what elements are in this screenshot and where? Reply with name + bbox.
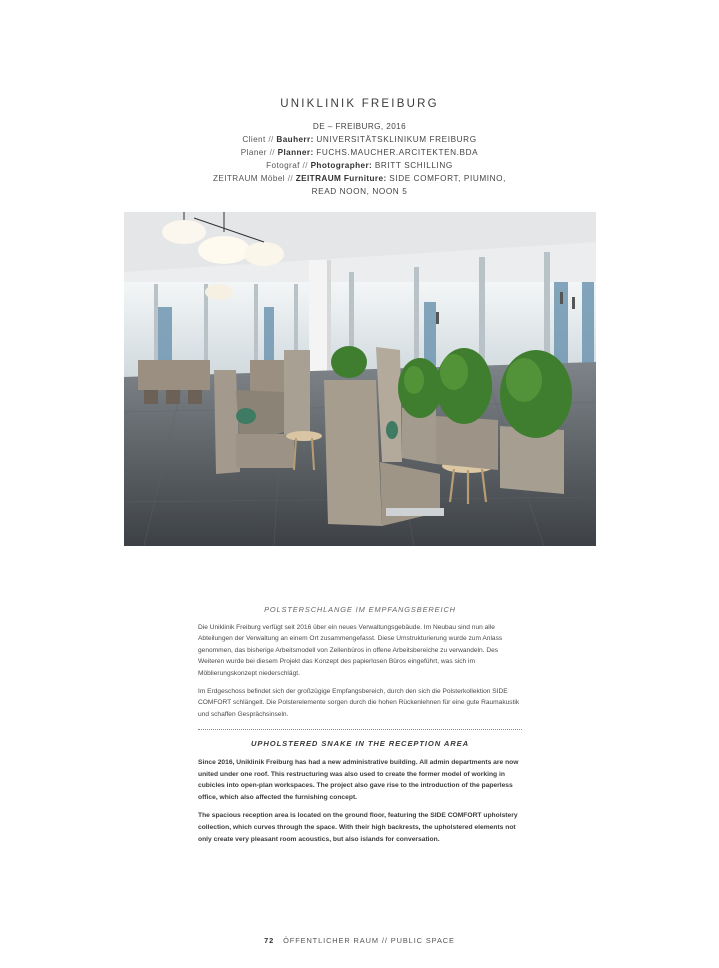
meta-separator: // <box>287 174 294 183</box>
footer-label-de: ÖFFENTLICHER RAUM <box>283 936 379 945</box>
page-number: 72 <box>264 936 275 945</box>
meta-separator: // <box>268 135 274 144</box>
paragraph-de-2: Im Erdgeschoss befindet sich der großzügige Empfangsbereich, durch den sich die Polsterkollektion SIDE COMFORT schlängelt. Die Polsterelemente sorgen durch die hohen Rückenlehnen für eine gute Raumakustik und schaffen Gesprächsinseln. <box>198 688 520 718</box>
meta-value: BRITT SCHILLING <box>374 161 453 170</box>
meta-row-planner <box>0 146 719 159</box>
meta-value: FUCHS.MAUCHER.ARCITEKTEN.BDA <box>316 148 479 157</box>
meta-separator: // <box>269 148 275 157</box>
dotted-divider <box>198 729 522 730</box>
reception-area-photo <box>124 212 596 546</box>
paragraph-en-2: The spacious reception area is located on the ground floor, featuring the SIDE COMFORT upholstery collection, which curves through the space. With their high backrests, the upholstered elements not only create very pleasant room acoustics, but also islands for conversation. <box>198 812 518 843</box>
meta-furniture-line2: READ NOON, NOON 5 <box>311 187 408 196</box>
meta-label-de: Client <box>242 135 266 144</box>
meta-value: SIDE COMFORT, PIUMINO, <box>389 174 507 183</box>
footer-separator: // <box>381 936 388 945</box>
meta-label-de: ZEITRAUM Möbel <box>212 174 285 183</box>
meta-row-client <box>0 133 719 146</box>
meta-label-de: Fotograf <box>266 161 300 170</box>
meta-value: UNIVERSITÄTSKLINIKUM FREIBURG <box>316 135 477 144</box>
paragraph-de-1: Die Uniklinik Freiburg verfügt seit 2016 über ein neues Verwaltungsgebäude. Im Neubau sind nun alle Abteilungen der Verwaltung an einem Ort zusammengefasst. Diese Umstrukturierung wurde zum Anlass genommen, das bisherige Arbeitsmodell von Zellenbüros in offene Arbeitsbereiche zu verwandeln. Des Weiteren wurde bei diesem Projekt das Konzept des papierlosen Büros eingeführt, was sich im Möblierungskonzept niederschlägt. <box>198 624 503 677</box>
page-footer <box>0 936 719 945</box>
project-header <box>0 98 719 198</box>
meta-row-furniture <box>0 172 719 185</box>
body-text-en <box>198 757 522 852</box>
meta-label-en: Planner: <box>277 148 314 157</box>
body-text-de <box>198 622 522 727</box>
meta-row-photographer <box>0 159 719 172</box>
section-heading-de: POLSTERSCHLANGE IM EMPFANGSBEREICH <box>264 605 456 614</box>
section-heading-en: UPHOLSTERED SNAKE IN THE RECEPTION AREA <box>251 739 469 748</box>
meta-label-en: ZEITRAUM Furniture: <box>295 174 387 183</box>
meta-label-en: Photographer: <box>310 161 373 170</box>
project-meta <box>0 120 719 198</box>
meta-label-en: Bauherr: <box>276 135 314 144</box>
page-title: UNIKLINIK FREIBURG <box>280 98 439 110</box>
footer-label-en: PUBLIC SPACE <box>390 936 455 945</box>
meta-label-de: Planer <box>240 148 267 157</box>
location-year: DE – FREIBURG, 2016 <box>312 122 407 131</box>
paragraph-en-1: Since 2016, Uniklinik Freiburg has had a new administrative building. All admin departments are now united under one roof. This restructuring was also used to create the former model of working in cubicles into open-plan workspaces. The project also gave rise to the introduction of the paperless office, which also affected the furnishing concept. <box>198 759 519 801</box>
meta-separator: // <box>302 161 308 170</box>
